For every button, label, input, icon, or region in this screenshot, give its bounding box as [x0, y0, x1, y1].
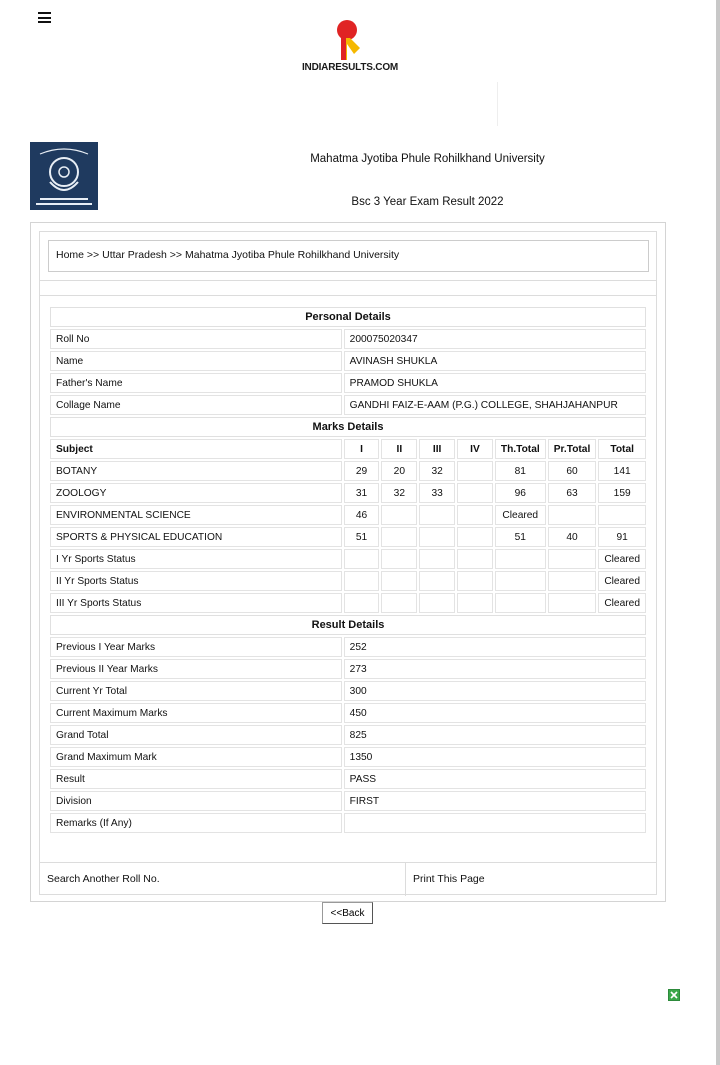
ad-divider: [497, 82, 498, 126]
mark-cell: 29: [344, 461, 380, 481]
mark-cell: Cleared: [598, 549, 646, 569]
mark-cell: [548, 549, 597, 569]
mark-cell: 51: [344, 527, 380, 547]
personal-details-heading: Personal Details: [50, 307, 646, 327]
mark-cell: [419, 527, 455, 547]
row-value: FIRST: [344, 791, 646, 811]
row-label: Remarks (If Any): [50, 813, 342, 833]
mark-cell: [457, 461, 493, 481]
mark-cell: [344, 571, 380, 591]
mark-cell: 33: [419, 483, 455, 503]
exam-title: Bsc 3 Year Exam Result 2022: [351, 196, 504, 208]
row-label: Father's Name: [50, 373, 342, 393]
mark-cell: 40: [548, 527, 597, 547]
subject-cell: I Yr Sports Status: [50, 549, 342, 569]
table-row: [50, 373, 646, 393]
print-page-link[interactable]: Print This Page: [413, 873, 485, 885]
mark-cell: [495, 571, 546, 591]
row-label: Grand Maximum Mark: [50, 747, 342, 767]
column-header: Total: [598, 439, 646, 459]
row-value: PASS: [344, 769, 646, 789]
mark-cell: [419, 549, 455, 569]
subject-cell: SPORTS & PHYSICAL EDUCATION: [50, 527, 342, 547]
row-value: [344, 813, 646, 833]
result-table: [48, 305, 648, 835]
row-value: 1350: [344, 747, 646, 767]
mark-cell: [381, 549, 417, 569]
mark-cell: [548, 593, 597, 613]
table-row: [50, 681, 646, 701]
row-value: AVINASH SHUKLA: [344, 351, 646, 371]
table-row: [50, 637, 646, 657]
mark-cell: 20: [381, 461, 417, 481]
footer-divider: [405, 863, 406, 896]
column-header: Pr.Total: [548, 439, 597, 459]
mark-cell: [495, 593, 546, 613]
row-value: PRAMOD SHUKLA: [344, 373, 646, 393]
table-row: [50, 527, 646, 547]
subject-cell: III Yr Sports Status: [50, 593, 342, 613]
marks-details-heading: Marks Details: [50, 417, 646, 437]
mark-cell: [457, 549, 493, 569]
mark-cell: 32: [381, 483, 417, 503]
table-row: [50, 769, 646, 789]
table-row: [50, 549, 646, 569]
row-label: Current Maximum Marks: [50, 703, 342, 723]
mark-cell: [457, 571, 493, 591]
column-header: II: [381, 439, 417, 459]
table-row: [50, 395, 646, 415]
close-ad-icon[interactable]: [668, 989, 680, 1001]
mark-cell: Cleared: [495, 505, 546, 525]
table-row: [50, 747, 646, 767]
row-value: 252: [344, 637, 646, 657]
mark-cell: [419, 593, 455, 613]
mark-cell: [419, 571, 455, 591]
logo-text: INDIARESULTS.COM: [301, 62, 399, 73]
mark-cell: [344, 593, 380, 613]
table-row: [50, 571, 646, 591]
column-header: Subject: [50, 439, 342, 459]
mark-cell: [457, 483, 493, 503]
footer-actions: [39, 862, 657, 895]
mark-cell: 63: [548, 483, 597, 503]
mark-cell: 32: [419, 461, 455, 481]
table-row: [50, 593, 646, 613]
subject-cell: ZOOLOGY: [50, 483, 342, 503]
row-label: Collage Name: [50, 395, 342, 415]
mark-cell: 31: [344, 483, 380, 503]
row-value: GANDHI FAIZ-E-AAM (P.G.) COLLEGE, SHAHJAHANPUR: [344, 395, 646, 415]
row-label: Roll No: [50, 329, 342, 349]
mark-cell: 96: [495, 483, 546, 503]
row-value: 300: [344, 681, 646, 701]
column-header: I: [344, 439, 380, 459]
column-header: Th.Total: [495, 439, 546, 459]
subject-cell: II Yr Sports Status: [50, 571, 342, 591]
mark-cell: [495, 549, 546, 569]
result-details-heading: Result Details: [50, 615, 646, 635]
table-row: [50, 505, 646, 525]
mark-cell: 51: [495, 527, 546, 547]
mark-cell: [419, 505, 455, 525]
row-label: Current Yr Total: [50, 681, 342, 701]
mark-cell: 60: [548, 461, 597, 481]
mark-cell: 159: [598, 483, 646, 503]
table-row: [50, 791, 646, 811]
mark-cell: [457, 505, 493, 525]
mark-cell: [381, 505, 417, 525]
mark-cell: Cleared: [598, 571, 646, 591]
row-label: Previous II Year Marks: [50, 659, 342, 679]
section-divider: [39, 280, 657, 296]
university-title: Mahatma Jyotiba Phule Rohilkhand University: [310, 153, 545, 165]
mark-cell: 141: [598, 461, 646, 481]
mark-cell: [381, 571, 417, 591]
hamburger-menu-icon[interactable]: [38, 12, 51, 26]
subject-cell: ENVIRONMENTAL SCIENCE: [50, 505, 342, 525]
breadcrumb[interactable]: Home >> Uttar Pradesh >> Mahatma Jyotiba Phule Rohilkhand University: [48, 240, 649, 272]
table-row: [50, 483, 646, 503]
mark-cell: Cleared: [598, 593, 646, 613]
table-row: [50, 461, 646, 481]
row-label: Division: [50, 791, 342, 811]
table-row: [50, 351, 646, 371]
page-edge: [716, 0, 720, 1065]
mark-cell: [457, 527, 493, 547]
site-logo[interactable]: [290, 18, 410, 78]
table-row: [50, 659, 646, 679]
row-label: Grand Total: [50, 725, 342, 745]
search-another-link[interactable]: Search Another Roll No.: [47, 873, 160, 885]
table-row: [50, 329, 646, 349]
mark-cell: [598, 505, 646, 525]
logo-mark-icon: [290, 18, 410, 62]
row-label: Previous I Year Marks: [50, 637, 342, 657]
table-row: [50, 813, 646, 833]
row-label: Result: [50, 769, 342, 789]
mark-cell: [548, 505, 597, 525]
back-button[interactable]: <<Back: [322, 902, 373, 924]
table-row: [50, 703, 646, 723]
row-label: Name: [50, 351, 342, 371]
row-value: 825: [344, 725, 646, 745]
mark-cell: 46: [344, 505, 380, 525]
mark-cell: 81: [495, 461, 546, 481]
row-value: 200075020347: [344, 329, 646, 349]
table-row: [50, 725, 646, 745]
mark-cell: [457, 593, 493, 613]
mark-cell: [548, 571, 597, 591]
marks-header-row: [50, 439, 646, 459]
mark-cell: [344, 549, 380, 569]
mark-cell: 91: [598, 527, 646, 547]
subject-cell: BOTANY: [50, 461, 342, 481]
mark-cell: [381, 527, 417, 547]
mark-cell: [381, 593, 417, 613]
column-header: IV: [457, 439, 493, 459]
row-value: 450: [344, 703, 646, 723]
university-emblem: [30, 142, 98, 210]
row-value: 273: [344, 659, 646, 679]
column-header: III: [419, 439, 455, 459]
